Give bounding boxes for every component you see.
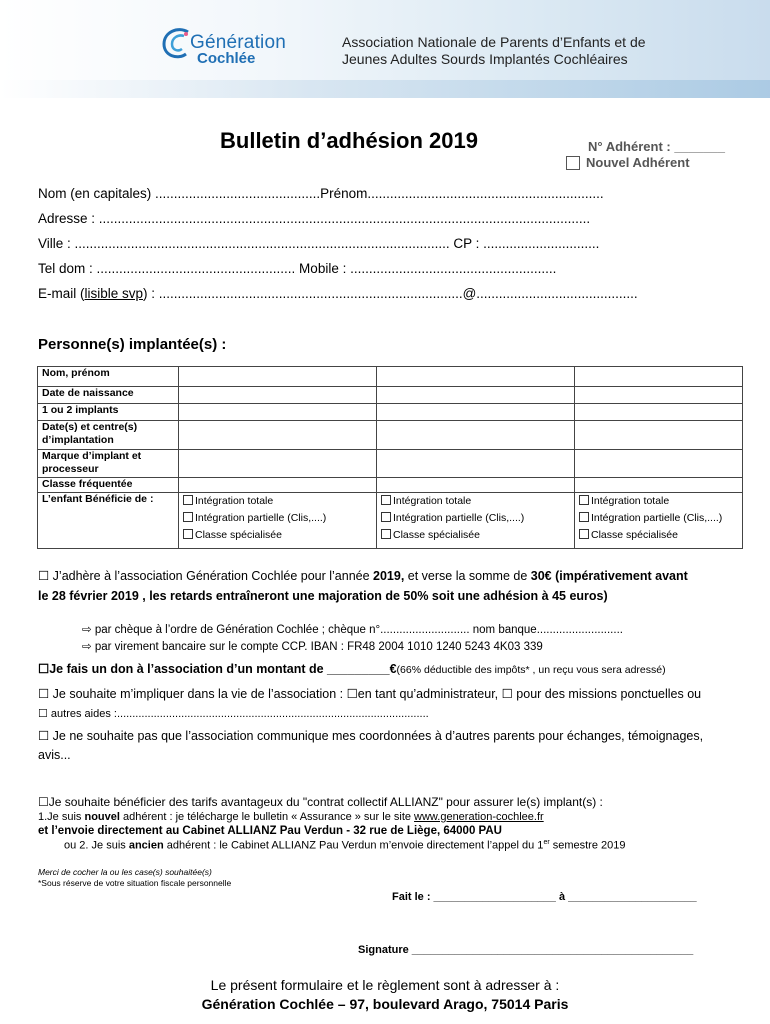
row-label: Marque d’implant et processeur [38,450,179,478]
option-label: Intégration partielle (Clis,....) [195,512,327,524]
option-integration-totale[interactable] [381,493,570,510]
option-label: Intégration totale [393,495,472,507]
table-cell[interactable] [575,387,743,404]
option-integration-partielle[interactable] [183,510,372,527]
checkbox-icon[interactable] [566,156,580,170]
allianz-line2 [38,811,544,823]
association-line1: Association Nationale de Parents d’Enfants et de [342,34,646,50]
table-cell[interactable] [179,387,377,404]
allianz-text: ou 2. Je suis [64,839,129,852]
table-cell[interactable] [377,387,575,404]
table-row [38,421,743,450]
table-cell[interactable] [377,421,575,450]
table-cell[interactable] [575,404,743,421]
option-integration-partielle[interactable] [381,510,570,527]
allianz-sup: er [543,839,550,846]
fait-le-field[interactable]: Fait le : ____________________ à _____________________ [392,891,697,903]
allianz-text: adhérent : le Cabinet ALLIANZ Pau Verdun m’envoie directement l’appel du 1 [163,839,544,852]
allianz-text: semestre 2019 [549,839,626,852]
don-text: ☐Je fais un don à l’association d’un montant de _________€ [38,662,397,676]
impliquer-line2[interactable]: ☐ autres aides :...................................................................................................... [38,708,429,720]
numero-adherent: N° Adhérent : _______ [588,139,725,154]
implant-table [37,366,743,549]
table-cell[interactable] [575,367,743,387]
don-note: (66% déductible des impôts* , un reçu vous sera adressé) [396,664,666,676]
adhesion-line2: le 28 février 2019 , les retards entraîneront une majoration de 50% soit une adhésion à 45 euros) [38,589,608,603]
impliquer-line1[interactable]: ☐ Je souhaite m’impliquer dans la vie de l’association : ☐en tant qu’administrateur, ☐ pour des missions ponctuelles ou [38,687,702,701]
table-row [38,387,743,404]
option-label: Intégration totale [195,495,274,507]
allianz-website-link[interactable]: www.generation-cochlee.fr [414,811,544,823]
table-cell[interactable] [179,404,377,421]
section-title: Personne(s) implantée(s) : [38,336,227,353]
row-label: Date(s) et centre(s) d’implantation [38,421,179,450]
email-suffix: ) : .................................................................................@........................................... [143,286,638,301]
allianz-line3: et l’envoie directement au Cabinet ALLIANZ Pau Verdun - 32 rue de Liège, 64000 PAU [38,825,502,837]
don-line[interactable] [38,660,666,680]
signature-field[interactable]: Signature ______________________________________________ [358,944,694,956]
table-row [38,404,743,421]
option-label: Intégration partielle (Clis,....) [393,512,525,524]
table-cell[interactable] [377,404,575,421]
allianz-ancien: ancien [128,839,164,852]
footer-address: Génération Cochlée – 97, boulevard Arago, 75014 Paris [201,996,569,1012]
option-integration-totale[interactable] [183,493,372,510]
allianz-nouvel: nouvel [84,811,120,823]
logo-text-line2: Cochlée [197,50,256,67]
table-cell[interactable] [179,367,377,387]
association-name [342,34,646,68]
logo-swirl-icon [160,26,194,62]
row-label: Nom, prénom [38,367,179,387]
table-cell[interactable] [575,421,743,450]
option-label: Classe spécialisée [591,529,678,541]
table-cell[interactable] [377,367,575,387]
table-cell[interactable] [575,450,743,478]
adhesion-text: et verse la somme de [404,569,531,583]
adresse-field[interactable]: Adresse : ................................................................................................................................... [38,211,591,226]
adhesion-text: ☐ J’adhère à l’association Génération Cochlée pour l’année [38,569,374,583]
checkbox-icon[interactable] [579,529,589,539]
table-cell[interactable] [377,478,575,493]
email-prefix: E-mail ( [38,286,85,301]
row-label: Date de naissance [38,387,179,404]
email-field[interactable] [38,286,638,301]
nouvel-adherent-label: Nouvel Adhérent [586,155,690,170]
option-label: Classe spécialisée [195,529,282,541]
table-cell[interactable] [575,478,743,493]
table-row [38,450,743,478]
allianz-text: 1.Je suis [38,811,85,823]
payment-cheque[interactable]: ⇨ par chèque à l’ordre de Génération Cochlée ; chèque n°............................ nom banque........................... [82,624,623,636]
option-integration-totale[interactable] [579,493,738,510]
table-row [38,367,743,387]
checkbox-icon[interactable] [381,512,391,522]
checkbox-icon[interactable] [579,495,589,505]
option-classe-specialisee[interactable] [381,527,570,544]
nouvel-adherent-checkbox[interactable] [566,155,690,170]
checkbox-icon[interactable] [183,529,193,539]
note-reserve: *Sous réserve de votre situation fiscale personnelle [38,878,232,888]
email-lisible: lisible svp [84,286,144,301]
checkbox-icon[interactable] [183,512,193,522]
payment-virement[interactable]: ⇨ par virement bancaire sur le compte CCP. IBAN : FR48 2004 1010 1240 5243 4K03 339 [82,641,543,653]
options-cell [575,493,743,549]
allianz-line1[interactable]: ☐Je souhaite bénéficier des tarifs avantageux du "contrat collectif ALLIANZ" pour assurer le(s) implant(s) : [38,795,603,809]
option-classe-specialisee[interactable] [579,527,738,544]
table-cell[interactable] [377,450,575,478]
allianz-text: adhérent : je télécharge le bulletin « Assurance » sur le site [119,811,415,823]
logo-text-line1: Génération [190,32,287,53]
options-cell [179,493,377,549]
table-row [38,478,743,493]
header-stripe [0,80,770,98]
table-row [38,493,743,549]
adhesion-amount: 30€ (impérativement avant [530,569,688,583]
association-line2: Jeunes Adultes Sourds Implantés Cochléaires [342,51,628,67]
row-label: Classe fréquentée [38,478,179,493]
checkbox-icon[interactable] [381,495,391,505]
allianz-line4 [64,839,626,852]
coordonnees-line2: avis... [38,748,71,762]
note-merci: Merci de cocher la ou les case(s) souhaitée(s) [38,867,212,877]
coordonnees-line1[interactable]: ☐ Je ne souhaite pas que l’association communique mes coordonnées à d’autres parents pour échanges, témoignages, [38,729,704,743]
row-label: 1 ou 2 implants [38,404,179,421]
page-title: Bulletin d’adhésion 2019 [220,128,478,153]
adhesion-line1[interactable] [38,567,688,586]
checkbox-icon[interactable] [381,529,391,539]
nom-field[interactable]: Nom (en capitales) ............................................Prénom............................................................... [38,186,604,201]
ville-field[interactable]: Ville : .................................................................................................... CP : ............................... [38,236,600,251]
row-label: L’enfant Bénéficie de : [38,493,179,549]
tel-field[interactable]: Tel dom : ..................................................... Mobile : ....................................................... [38,261,557,276]
option-integration-partielle[interactable] [579,510,738,527]
checkbox-icon[interactable] [183,495,193,505]
options-cell [377,493,575,549]
adhesion-year: 2019, [373,569,405,583]
table-cell[interactable] [179,450,377,478]
footer-line1: Le présent formulaire et le règlement sont à adresser à : [210,977,560,993]
option-label: Classe spécialisée [393,529,480,541]
table-cell[interactable] [179,421,377,450]
option-classe-specialisee[interactable] [183,527,372,544]
option-label: Intégration totale [591,495,670,507]
table-cell[interactable] [179,478,377,493]
option-label: Intégration partielle (Clis,....) [591,512,723,524]
checkbox-icon[interactable] [579,512,589,522]
